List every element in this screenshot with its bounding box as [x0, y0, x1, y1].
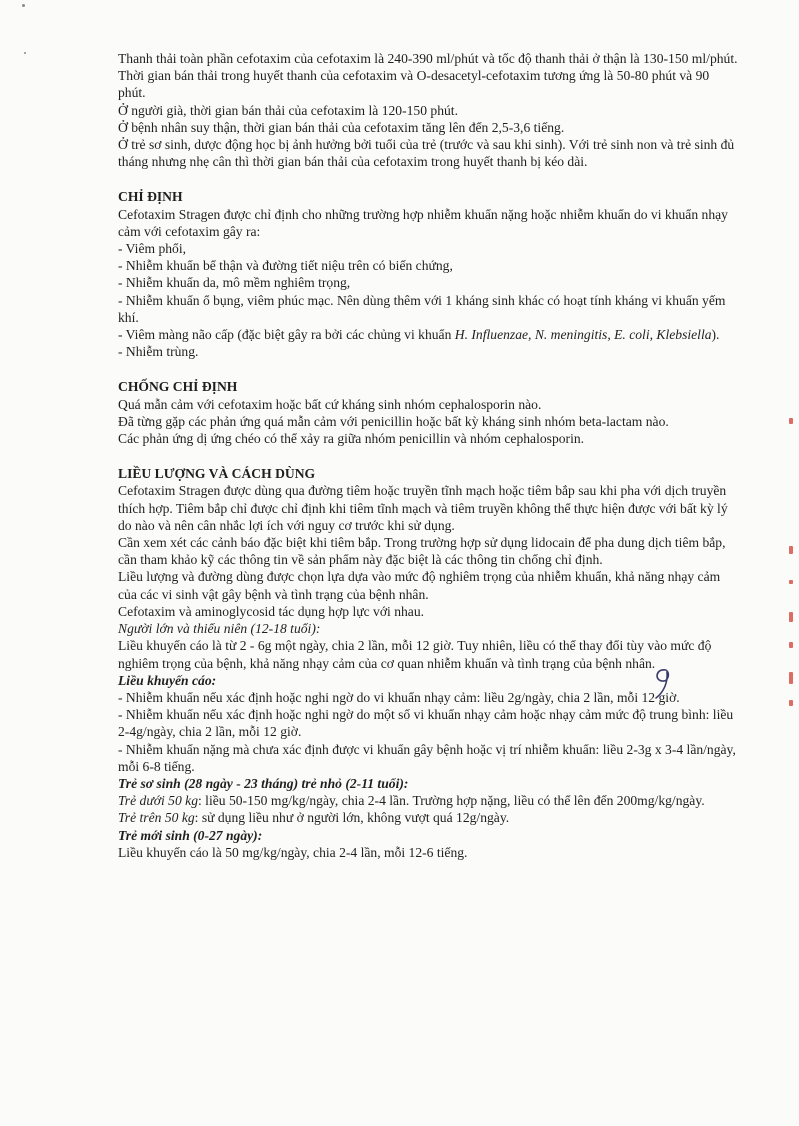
dosage-heading: LIỀU LƯỢNG VÀ CÁCH DÙNG — [118, 466, 316, 482]
renal-paragraph: Ở bệnh nhân suy thận, thời gian bán thải của cefotaxim tăng lên đến 2,5-3,6 tiếng. — [118, 119, 565, 135]
indications-heading: CHỈ ĐỊNH — [118, 189, 183, 205]
list-item: - Nhiễm khuẩn nếu xác định hoặc nghi ngờ do vi khuẩn nhạy cảm: liều 2g/ngày, chia 2 lần, mỗi 12 giờ. — [118, 689, 680, 705]
indications-section — [118, 188, 738, 360]
scan-edge-mark — [789, 546, 793, 554]
clearance-paragraph: Thanh thải toàn phần cefotaxim của cefotaxim là 240-390 ml/phút và tốc độ thanh thải ở thận là 130-150 ml/phút. Thời gian bán thải trong huyết thanh của cefotaxim và O-desacetyl-cefotaxim tương ứng là 50-80 phút và 90 phút. — [118, 51, 738, 101]
child-over-text: : sử dụng liều như ở người lớn, không vượt quá 12g/ngày. — [194, 810, 510, 826]
scan-edge-mark — [789, 418, 793, 424]
meningitis-suffix: ). — [711, 327, 720, 343]
scan-edge-mark — [789, 672, 793, 684]
elderly-paragraph: Ở người già, thời gian bán thải của cefotaxim là 120-150 phút. — [118, 102, 458, 118]
list-item: - Nhiễm khuẩn da, mô mềm nghiêm trọng, — [118, 275, 351, 291]
list-item: - Nhiễm khuẩn nặng mà chưa xác định được vi khuẩn gây bệnh hoặc vị trí nhiễm khuẩn: liều 2-3g x 3-4 lần/ngày, mỗi 6-8 tiếng. — [118, 741, 736, 774]
child-over-50kg-paragraph — [118, 809, 738, 826]
scan-edge-mark — [789, 642, 793, 648]
bacteria-names: H. Influenzae, N. meningitis, E. coli, Klebsiella — [454, 327, 712, 343]
document-body — [118, 50, 738, 861]
indications-intro: Cefotaxim Stragen được chỉ định cho những trường hợp nhiễm khuẩn nặng hoặc nhiễm khuẩn do vi khuẩn nhạy cảm với cefotaxim gây ra: — [118, 206, 728, 239]
child-subheading: Trẻ sơ sinh (28 ngày - 23 tháng) trẻ nhỏ (2-11 tuổi): — [118, 775, 409, 791]
dosage-paragraph: Cần xem xét các cảnh báo đặc biệt khi tiêm bắp. Trong trường hợp sử dụng lidocain để pha dung dịch tiêm bắp, cần tham khảo kỹ các thông tin về sản phẩm này đặc biệt là các thông tin chống chỉ định. — [118, 535, 726, 568]
list-item: - Nhiễm khuẩn bể thận và đường tiết niệu trên có biến chứng, — [118, 258, 453, 274]
newborn-dosage-paragraph: Liều khuyến cáo là 50 mg/kg/ngày, chia 2-4 lần, mỗi 12-6 tiếng. — [118, 844, 468, 860]
child-over-label: Trẻ trên 50 kg — [118, 810, 195, 826]
newborn-pk-paragraph: Ở trẻ sơ sinh, dược động học bị ảnh hưởng bởi tuổi của trẻ (trước và sau khi sinh). Với trẻ sinh non và trẻ sinh đủ tháng nhưng nhẹ cân thì thời gian bán thải của cefotaxim trong huyết thanh bị kéo dài. — [118, 137, 735, 170]
scan-speck — [24, 52, 26, 54]
adult-dosage-paragraph: Liều khuyến cáo là từ 2 - 6g một ngày, chia 2 lần, mỗi 12 giờ. Tuy nhiên, liều có thể thay đổi tùy vào mức độ nghiêm trọng của bệnh, khả năng nhạy cảm của cơ quan nhiễm khuẩn và tình trạng của bệnh nhân. — [118, 638, 712, 671]
dosage-paragraph: Cefotaxim và aminoglycosid tác dụng hợp lực với nhau. — [118, 603, 425, 619]
list-item: - Nhiễm khuẩn ổ bụng, viêm phúc mạc. Nên dùng thêm với 1 kháng sinh khác có hoạt tính kháng vi khuẩn yếm khí. — [118, 292, 726, 325]
adult-subheading: Người lớn và thiếu niên (12-18 tuổi): — [118, 621, 321, 637]
child-under-label: Trẻ dưới 50 kg — [118, 793, 198, 809]
scan-edge-mark — [789, 612, 793, 622]
newborn-subheading: Trẻ mới sinh (0-27 ngày): — [118, 827, 263, 843]
handwritten-initial-mark — [648, 664, 678, 704]
meningitis-prefix: - Viêm màng não cấp (đặc biệt gây ra bởi các chủng vi khuẩn — [118, 327, 455, 343]
contraindication-paragraph: Quá mẫn cảm với cefotaxim hoặc bất cứ kháng sinh nhóm cephalosporin nào. — [118, 396, 542, 412]
list-item: - Nhiễm khuẩn nếu xác định hoặc nghi ngờ do một số vi khuẩn nhạy cảm hoặc nhạy cảm mức độ trung bình: liều 2-4g/ngày, chia 2 lần, mỗi 12 giờ. — [118, 707, 734, 740]
scan-edge-mark — [789, 580, 793, 584]
list-item — [118, 326, 738, 343]
dosage-section — [118, 465, 738, 861]
child-under-text: : liều 50-150 mg/kg/ngày, chia 2-4 lần. Trường hợp nặng, liều có thể lên đến 200mg/kg/ngày. — [198, 793, 705, 809]
pharmacokinetics-section — [118, 50, 738, 170]
scan-speck — [22, 4, 25, 7]
list-item: - Nhiễm trùng. — [118, 344, 199, 360]
recommended-dose-subheading: Liều khuyến cáo: — [118, 672, 217, 688]
child-under-50kg-paragraph — [118, 792, 738, 809]
dosage-paragraph: Cefotaxim Stragen được dùng qua đường tiêm hoặc truyền tĩnh mạch hoặc tiêm bắp sau khi pha với dịch truyền thích hợp. Tiêm bắp chỉ được chỉ định khi tiêm tĩnh mạch và tiêm truyền không thể thực hiện được với bất kỳ lý do nào và nên cân nhắc lợi ích với nguy cơ trước khi sử dụng. — [118, 483, 728, 533]
contraindication-paragraph: Các phản ứng dị ứng chéo có thể xảy ra giữa nhóm penicillin và nhóm cephalosporin. — [118, 431, 585, 447]
list-item: - Viêm phổi, — [118, 241, 187, 257]
dosage-paragraph: Liều lượng và đường dùng được chọn lựa dựa vào mức độ nghiêm trọng của nhiễm khuẩn, khả năng nhạy cảm của các vi sinh vật gây bệnh và tình trạng của bệnh nhân. — [118, 569, 721, 602]
contraindications-section — [118, 378, 738, 447]
contraindications-heading: CHỐNG CHỈ ĐỊNH — [118, 379, 238, 395]
contraindication-paragraph: Đã từng gặp các phản ứng quá mẫn cảm với penicillin hoặc bất kỳ kháng sinh nhóm beta-lactam nào. — [118, 413, 669, 429]
scan-edge-mark — [789, 700, 793, 706]
